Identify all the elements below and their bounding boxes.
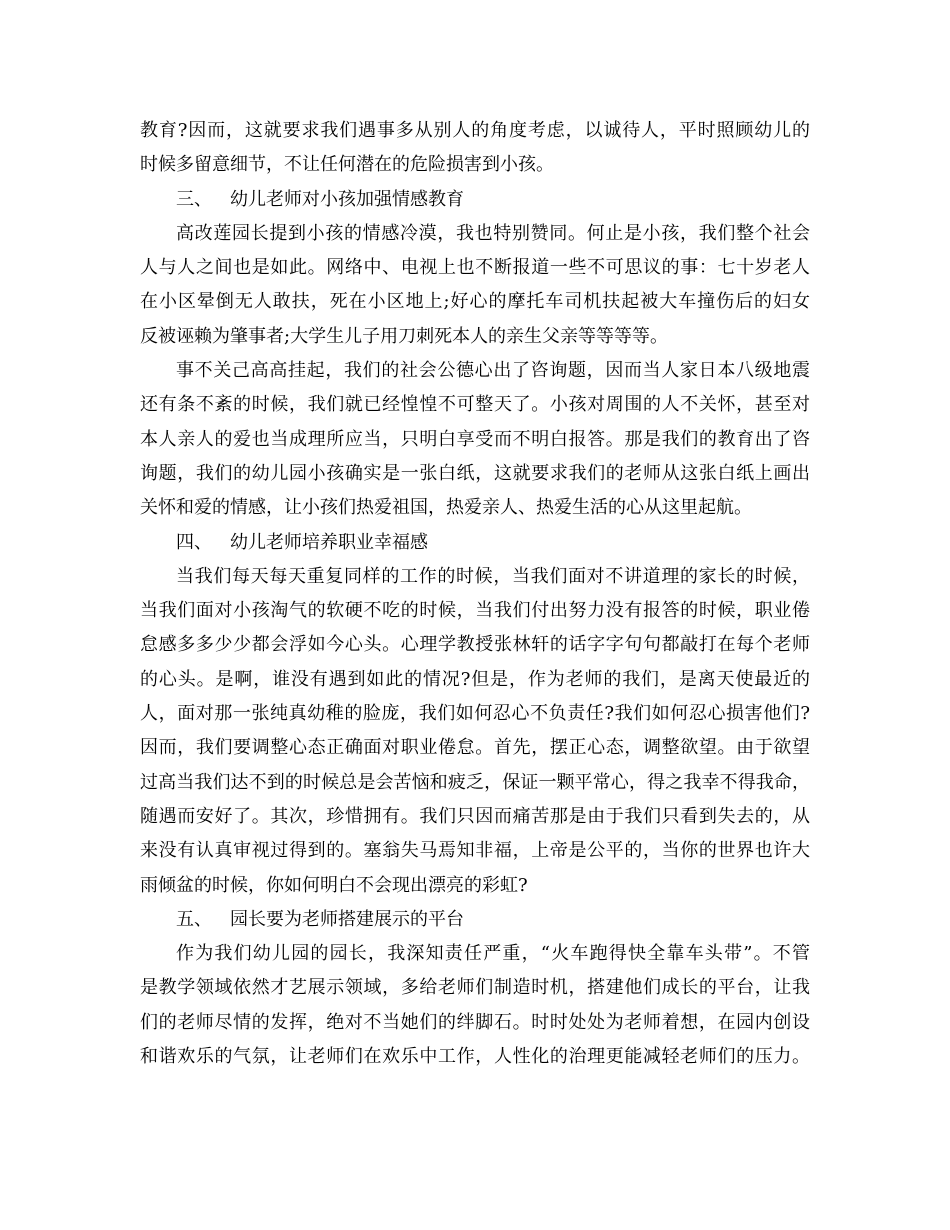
- text-line: 人与人之间也是如此。网络中、电视上也不断报道一些不可思议的事：七十岁老人: [140, 257, 810, 279]
- text-line: 因而，我们要调整心态正确面对职业倦怠。首先，摆正心态，调整欲望。由于欲望: [140, 737, 810, 759]
- text-line: 雨倾盆的时候，你如何明白不会现出漂亮的彩虹?: [140, 874, 528, 896]
- text-line: 还有条不紊的时候，我们就已经惶惶不可整天了。小孩对周围的人不关怀，甚至对: [140, 394, 810, 416]
- text-line: 询题，我们的幼儿园小孩确实是一张白纸，这就要求我们的老师从这张白纸上画出: [140, 462, 810, 484]
- text-line: 时候多留意细节，不让任何潜在的危险损害到小孩。: [140, 154, 554, 176]
- text-line: 过高当我们达不到的时候总是会苦恼和疲乏，保证一颗平常心，得之我幸不得我命，: [140, 771, 810, 793]
- text-line: 事不关己高高挂起，我们的社会公德心出了咨询题，因而当人家日本八级地震: [176, 360, 810, 382]
- paragraph: [140, 354, 810, 525]
- section-title: 幼儿老师对小孩加强情感教育: [230, 188, 464, 210]
- document-body: [140, 114, 810, 1074]
- text-line: 高改莲园长提到小孩的情感冷漠，我也特别赞同。何止是小孩，我们整个社会: [176, 222, 810, 244]
- text-line: 反被诬赖为肇事者;大学生儿子用刀刺死本人的亲生父亲等等等等。: [140, 325, 669, 347]
- section-title: 幼儿老师培养职业幸福感: [230, 531, 428, 553]
- text-line: 来没有认真审视过得到的。塞翁失马焉知非福，上帝是公平的，当你的世界也许大: [140, 840, 810, 862]
- section-number: 五、: [176, 908, 212, 930]
- text-line: 当我们每天每天重复同样的工作的时候，当我们面对不讲道理的家长的时候，: [176, 565, 810, 587]
- text-line: 当我们面对小孩淘气的软硬不吃的时候，当我们付出努力没有报答的时候，职业倦: [140, 600, 810, 622]
- text-line: 本人亲人的爱也当成理所应当，只明白享受而不明白报答。那是我们的教育出了咨: [140, 428, 810, 450]
- paragraph: [140, 937, 810, 1074]
- section-heading: [140, 183, 810, 217]
- text-line: 作为我们幼儿园的园长，我深知责任严重，“火车跑得快全靠车头带”。不管: [176, 943, 810, 965]
- text-line: 和谐欢乐的气氛，让老师们在欢乐中工作，人性化的治理更能减轻老师们的压力。: [140, 1046, 810, 1068]
- text-line: 关怀和爱的情感，让小孩们热爱祖国，热爱亲人、热爱生活的心从这里起航。: [140, 497, 752, 519]
- text-line: 的心头。是啊，谁没有遇到如此的情况?但是，作为老师的我们，是离天使最近的: [140, 668, 810, 690]
- paragraph: [140, 114, 810, 183]
- section-number: 四、: [176, 531, 212, 553]
- text-line: 是教学领域依然才艺展示领域，多给老师们制造时机，搭建他们成长的平台，让我: [140, 977, 810, 999]
- paragraph: [140, 560, 810, 903]
- section-heading: [140, 903, 810, 937]
- section-number: 三、: [176, 188, 212, 210]
- text-line: 们的老师尽情的发挥，绝对不当她们的绊脚石。时时处处为老师着想，在园内创设: [140, 1011, 810, 1033]
- section-title: 园长要为老师搭建展示的平台: [230, 908, 464, 930]
- text-line: 教育?因而，这就要求我们遇事多从别人的角度考虑，以诚待人，平时照顾幼儿的: [140, 120, 810, 141]
- text-line: 人，面对那一张纯真幼稚的脸庞，我们如何忍心不负责任?我们如何忍心损害他们?: [140, 703, 810, 725]
- section-heading: [140, 526, 810, 560]
- text-line: 随遇而安好了。其次，珍惜拥有。我们只因而痛苦那是由于我们只看到失去的，从: [140, 805, 810, 827]
- text-line: 在小区晕倒无人敢扶，死在小区地上;好心的摩托车司机扶起被大车撞伤后的妇女: [140, 291, 810, 313]
- paragraph: [140, 217, 810, 354]
- text-line: 怠感多多少少都会浮如今心头。心理学教授张林轩的话字字句句都敲打在每个老师: [140, 634, 810, 656]
